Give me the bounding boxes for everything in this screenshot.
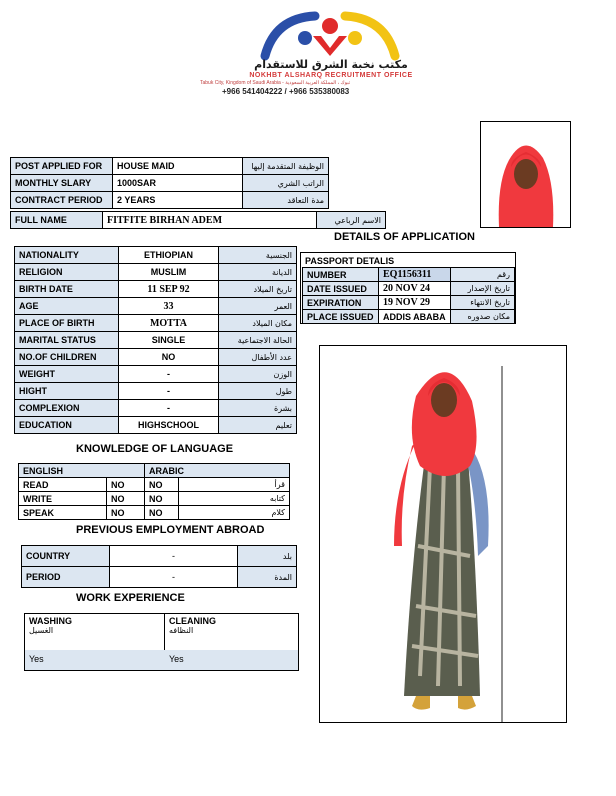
post-table xyxy=(10,157,329,209)
children-value: NO xyxy=(119,349,219,366)
table-row xyxy=(303,310,515,324)
table-row xyxy=(19,506,290,520)
write-label: WRITE xyxy=(19,492,107,506)
period-value: - xyxy=(110,567,238,588)
portrait-photo xyxy=(480,121,571,228)
english-header: ENGLISH xyxy=(19,464,145,478)
table-row xyxy=(15,366,297,383)
table-row xyxy=(11,212,386,229)
personal-table xyxy=(14,246,297,434)
office-phones: +966 541404222 / +966 535380083 xyxy=(222,87,350,96)
language-table xyxy=(18,463,290,520)
cleaning-value-cell xyxy=(165,650,298,670)
table-row xyxy=(11,192,329,209)
table-row xyxy=(15,298,297,315)
country-label: COUNTRY xyxy=(22,546,110,567)
place-issued-label: PLACE ISSUED xyxy=(303,310,379,324)
expiration-label-ar: تاريخ الانتهاء xyxy=(451,296,515,310)
table-row xyxy=(15,332,297,349)
education-label-ar: تعليم xyxy=(219,417,297,434)
table-row xyxy=(19,478,290,492)
place-issued-label-ar: مكان صدوره xyxy=(451,310,515,324)
table-row xyxy=(11,175,329,192)
washing-label-ar: الغسيل xyxy=(29,626,54,635)
place-issued-value: ADDIS ABABA xyxy=(379,310,451,324)
speak-english-value: NO xyxy=(107,506,145,520)
fullname-value: FITFITE BIRHAN ADEM xyxy=(103,212,317,229)
speak-label-ar: كلام xyxy=(179,506,290,520)
religion-label: RELIGION xyxy=(15,264,119,281)
post-label: POST APPLIED FOR xyxy=(11,158,113,175)
employment-heading: PREVIOUS EMPLOYMENT ABROAD xyxy=(76,524,265,536)
country-value: - xyxy=(110,546,238,567)
birthdate-label: BIRTH DATE xyxy=(15,281,119,298)
period-label: PERIOD xyxy=(22,567,110,588)
read-label-ar: قرأ xyxy=(179,478,290,492)
complexion-value: - xyxy=(119,400,219,417)
cleaning-value: Yes xyxy=(169,654,184,664)
cleaning-cell xyxy=(165,614,298,650)
religion-label-ar: الديانة xyxy=(219,264,297,281)
age-label-ar: العمر xyxy=(219,298,297,315)
religion-value: MUSLIM xyxy=(119,264,219,281)
weight-label: WEIGHT xyxy=(15,366,119,383)
birthdate-label-ar: تاريخ الميلاد xyxy=(219,281,297,298)
post-value: HOUSE MAID xyxy=(113,158,243,175)
fullname-table xyxy=(10,211,386,229)
table-row xyxy=(303,268,515,282)
header xyxy=(0,0,616,110)
salary-value: 1000SAR xyxy=(113,175,243,192)
salary-label-ar: الراتب الشري xyxy=(243,175,329,192)
work-table xyxy=(24,613,299,671)
salary-label: MONTHLY SLARY xyxy=(11,175,113,192)
passport-number-label-ar: رقم xyxy=(451,268,515,282)
cleaning-label-ar: النظافه xyxy=(169,626,194,635)
nationality-label-ar: الجنسية xyxy=(219,247,297,264)
washing-value-cell xyxy=(25,650,165,670)
date-issued-label-ar: تاريخ الإصدار xyxy=(451,282,515,296)
weight-label-ar: الوزن xyxy=(219,366,297,383)
full-body-image xyxy=(320,346,566,722)
table-row xyxy=(15,383,297,400)
table-row xyxy=(303,282,515,296)
table-row xyxy=(15,400,297,417)
birthplace-value: MOTTA xyxy=(119,315,219,332)
children-label-ar: عدد الأطفال xyxy=(219,349,297,366)
office-name-en: NOKHBT ALSHARQ RECRUITMENT OFFICE xyxy=(249,72,413,79)
date-issued-label: DATE ISSUED xyxy=(303,282,379,296)
table-row xyxy=(19,492,290,506)
table-row xyxy=(15,264,297,281)
passport-title: PASSPORT DETALIS xyxy=(305,256,395,266)
details-heading: DETAILS OF APPLICATION xyxy=(334,231,475,243)
write-label-ar: كتابه xyxy=(179,492,290,506)
arabic-header: ARABIC xyxy=(145,464,290,478)
complexion-label: COMPLEXION xyxy=(15,400,119,417)
table-row xyxy=(15,247,297,264)
age-label: AGE xyxy=(15,298,119,315)
education-value: HIGHSCHOOL xyxy=(119,417,219,434)
work-heading: WORK EXPERIENCE xyxy=(76,592,185,604)
marital-value: SINGLE xyxy=(119,332,219,349)
contract-value: 2 YEARS xyxy=(113,192,243,209)
complexion-label-ar: بشرة xyxy=(219,400,297,417)
birthdate-value: 11 SEP 92 xyxy=(119,281,219,298)
read-label: READ xyxy=(19,478,107,492)
contract-label-ar: مدة التعاقد xyxy=(243,192,329,209)
table-row xyxy=(15,315,297,332)
language-heading: KNOWLEDGE OF LANGUAGE xyxy=(76,443,234,455)
date-issued-value: 20 NOV 24 xyxy=(379,282,451,296)
post-label-ar: الوظيفة المتقدمة إليها xyxy=(243,158,329,175)
table-row xyxy=(303,296,515,310)
expiration-label: EXPIRATION xyxy=(303,296,379,310)
read-arabic-value: NO xyxy=(145,478,179,492)
birthplace-label: PLACE OF BIRTH xyxy=(15,315,119,332)
table-row xyxy=(22,546,297,567)
age-value: 33 xyxy=(119,298,219,315)
washing-cell xyxy=(25,614,165,650)
contract-label: CONTRACT PERIOD xyxy=(11,192,113,209)
fullname-label-ar: الاسم الرباعي xyxy=(317,212,386,229)
marital-label: MARITAL STATUS xyxy=(15,332,119,349)
table-row xyxy=(22,567,297,588)
marital-label-ar: الحالة الاجتماعية xyxy=(219,332,297,349)
height-label: HIGHT xyxy=(15,383,119,400)
fullname-label: FULL NAME xyxy=(11,212,103,229)
weight-value: - xyxy=(119,366,219,383)
passport-number-label: NUMBER xyxy=(303,268,379,282)
table-row xyxy=(15,281,297,298)
table-row xyxy=(15,349,297,366)
children-label: NO.OF CHILDREN xyxy=(15,349,119,366)
nationality-label: NATIONALITY xyxy=(15,247,119,264)
period-label-ar: المدة xyxy=(238,567,297,588)
height-label-ar: طول xyxy=(219,383,297,400)
washing-value: Yes xyxy=(29,654,44,664)
passport-number-value: EQ1156311 xyxy=(379,268,451,282)
cleaning-label: CLEANING xyxy=(169,616,216,626)
expiration-value: 19 NOV 29 xyxy=(379,296,451,310)
speak-label: SPEAK xyxy=(19,506,107,520)
nationality-value: ETHIOPIAN xyxy=(119,247,219,264)
speak-arabic-value: NO xyxy=(145,506,179,520)
office-name-ar: مكتب نخبة الشرق للاستقدام xyxy=(254,58,408,71)
table-row xyxy=(15,417,297,434)
read-english-value: NO xyxy=(107,478,145,492)
portrait-image xyxy=(481,122,570,227)
washing-label: WASHING xyxy=(29,616,73,626)
full-body-photo xyxy=(319,345,567,723)
write-english-value: NO xyxy=(107,492,145,506)
table-row xyxy=(11,158,329,175)
write-arabic-value: NO xyxy=(145,492,179,506)
education-label: EDUCATION xyxy=(15,417,119,434)
table-row xyxy=(19,464,290,478)
birthplace-label-ar: مكان الميلاد xyxy=(219,315,297,332)
country-label-ar: بلد xyxy=(238,546,297,567)
passport-table xyxy=(302,267,515,324)
height-value: - xyxy=(119,383,219,400)
office-address: Tabuk City, Kingdom of Saudi Arabia - تبوك ، المملكة العربية السعودية xyxy=(200,80,351,86)
employment-table xyxy=(21,545,297,588)
